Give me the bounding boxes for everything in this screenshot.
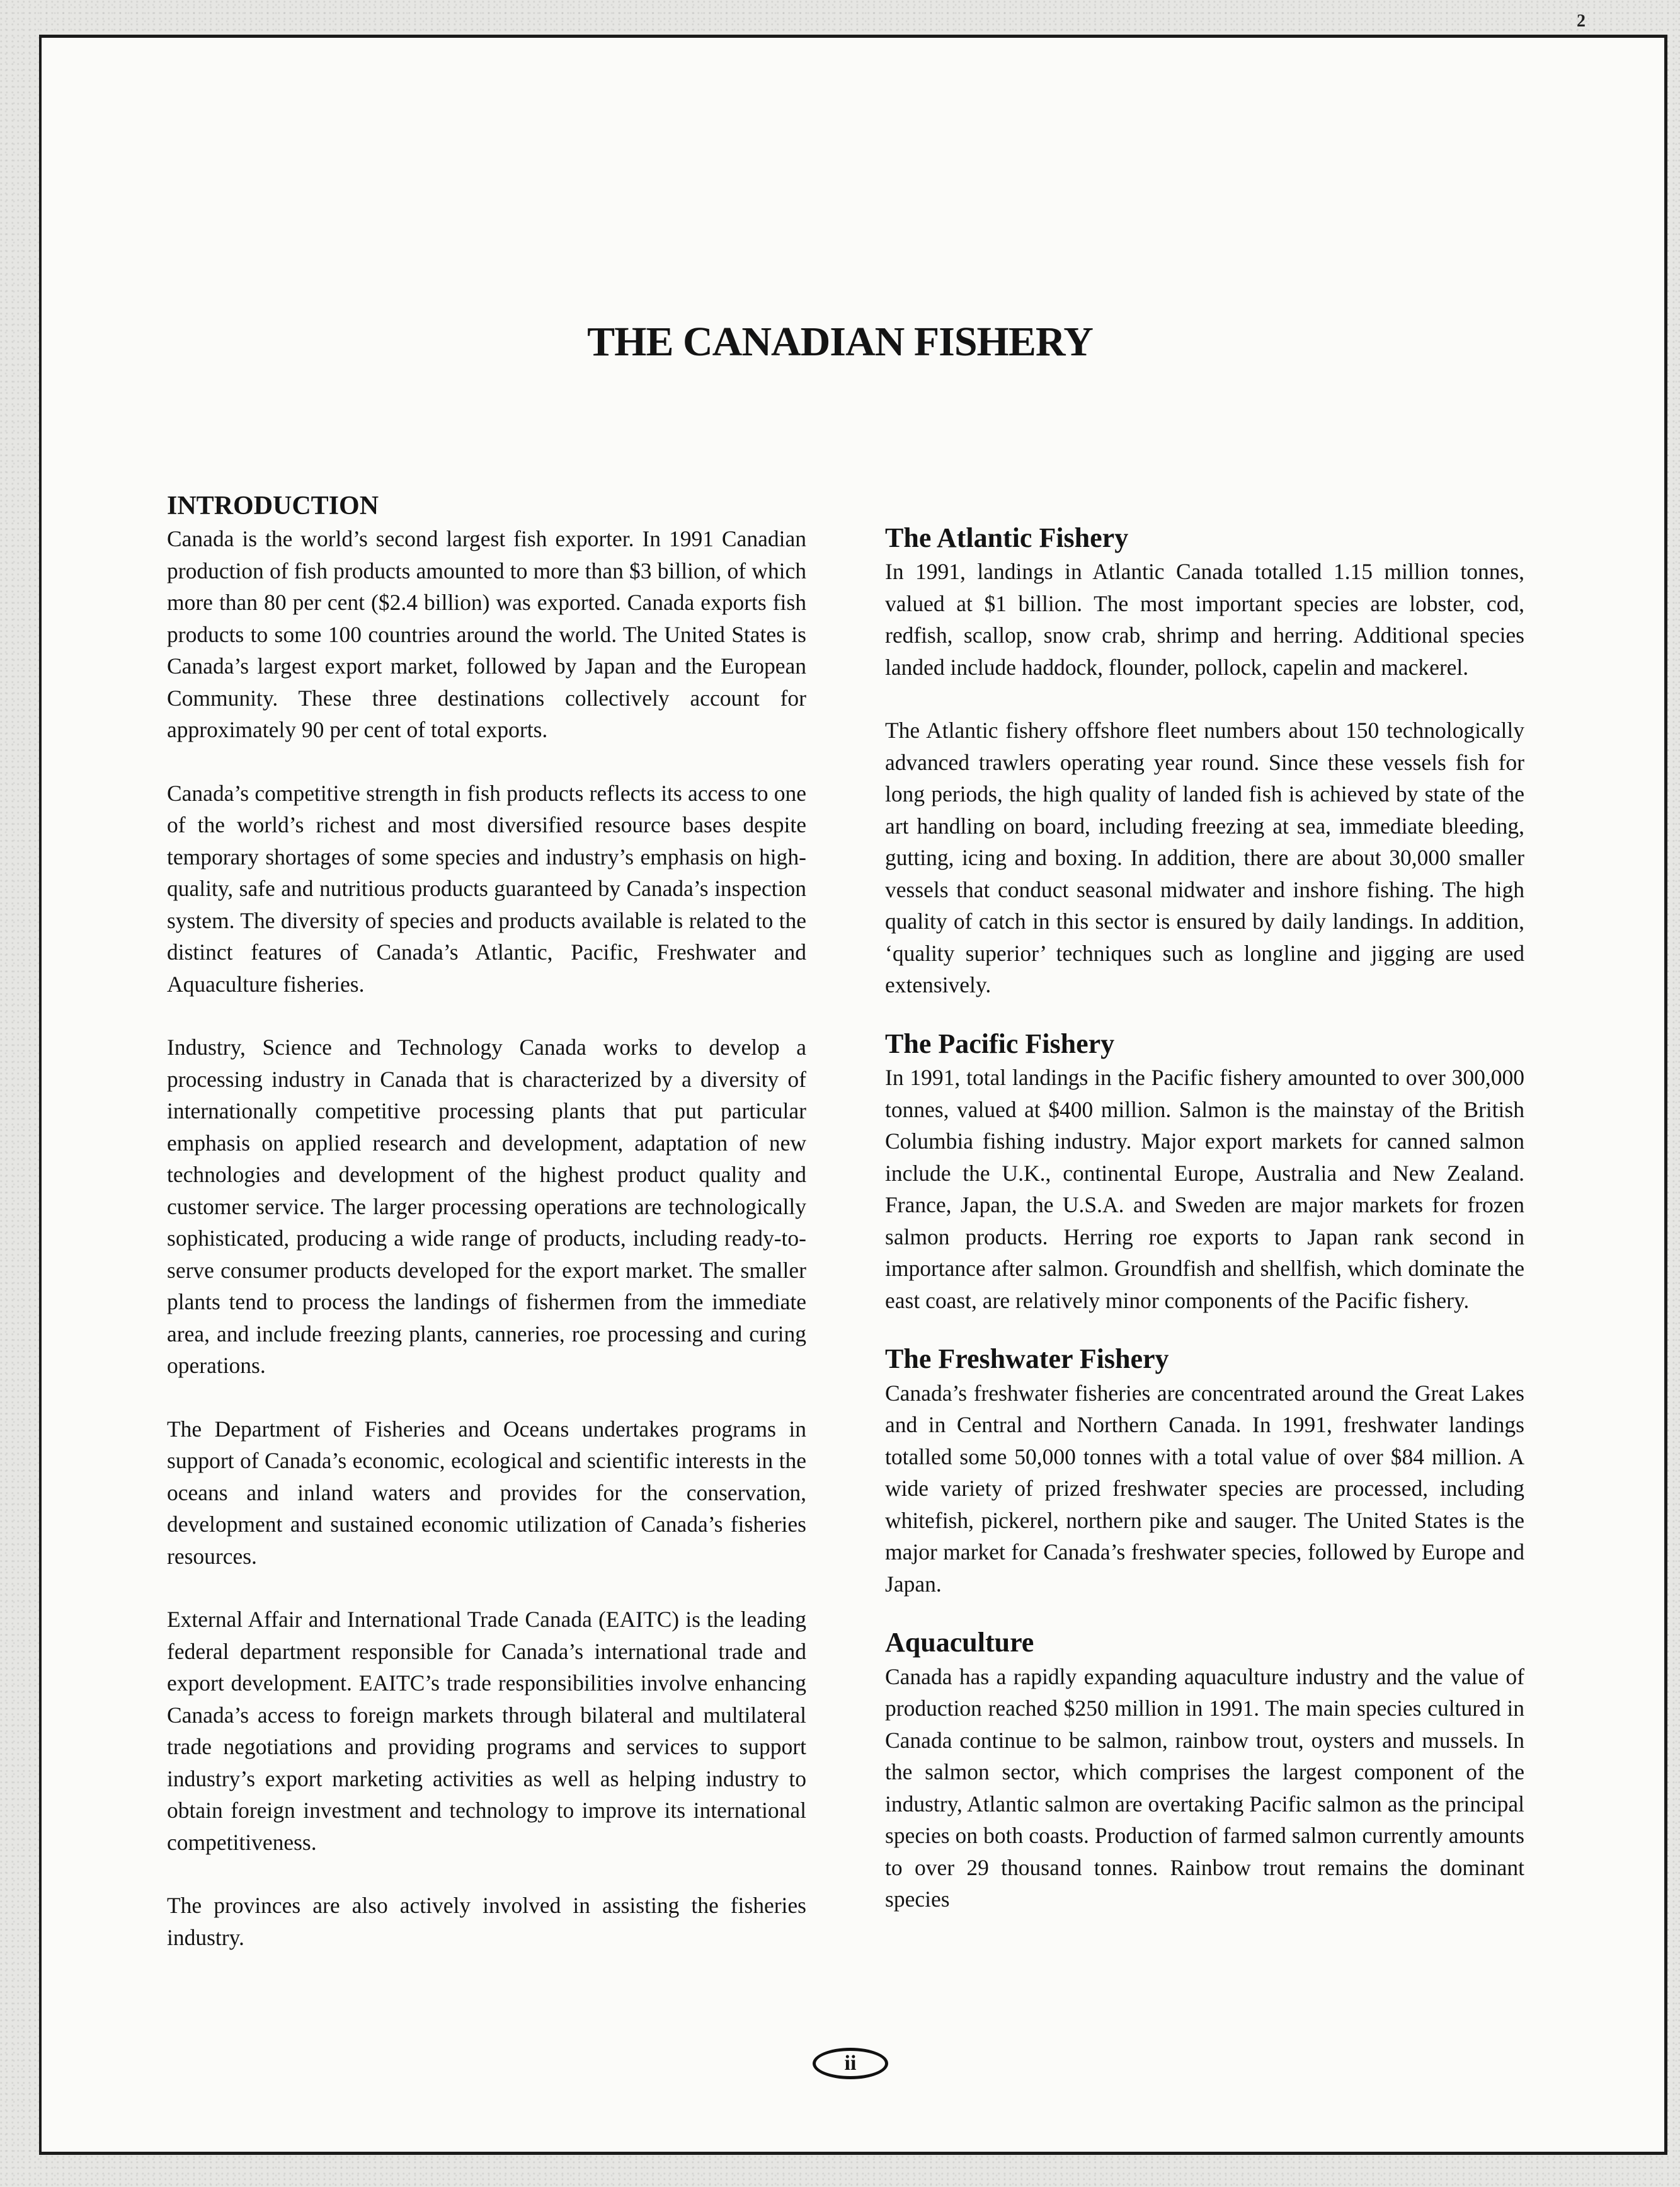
page-title: THE CANADIAN FISHERY: [587, 319, 1093, 365]
aquaculture-section: [885, 1627, 1524, 1915]
atlantic-heading: The Atlantic Fishery: [885, 522, 1129, 553]
corner-page-mark: 2: [1577, 11, 1586, 31]
pacific-section: [885, 1029, 1524, 1316]
intro-paragraph-4: The Department of Fisheries and Oceans undertakes programs in support of Canada’s economic, ecological and scientific interests in the oceans and inland waters and provides for the conservation, development and sustained economic utilization of Canada’s fisheries resources.: [167, 1416, 806, 1569]
atlantic-paragraph-1: In 1991, landings in Atlantic Canada totalled 1.15 million tonnes, valued at $1 billion. The most important species are lobster, cod, redfish, scallop, snow crab, shrimp and herring. Additional species landed include haddock, flounder, pollock, capelin and mackerel.: [885, 559, 1524, 680]
freshwater-section: [885, 1344, 1524, 1600]
introduction-heading: INTRODUCTION: [167, 491, 379, 520]
intro-paragraph-3: Industry, Science and Technology Canada works to develop a processing industry in Canada that is characterized by a diversity of internationally competitive processing plants that put particular emphasis on applied research and development, adaptation of new technologies and development of the highest product quality and customer service. The larger processing operations are technologically sophisticated, producing a wide range of products, including ready-to-serve consumer products developed for the export market. The smaller plants tend to process the landings of fishermen from the immediate area, and include freezing plants, canneries, roe processing and curing operations.: [167, 1035, 806, 1379]
pacific-heading: The Pacific Fishery: [885, 1028, 1115, 1059]
aquaculture-heading: Aquaculture: [885, 1627, 1034, 1658]
page-number: ii: [813, 2048, 888, 2079]
intro-paragraph-5: External Affair and International Trade Canada (EAITC) is the leading federal department responsible for Canada’s international trade and export development. EAITC’s trade responsibilities involve enhancing Canada’s access to foreign markets through bilateral and multilateral trade negotiations and providing programs and services to support industry’s export marketing activities as well as helping industry to obtain foreign investment and technology to improve its international competitiveness.: [167, 1607, 806, 1855]
atlantic-section: [885, 523, 1524, 1001]
atlantic-paragraph-2: The Atlantic fishery offshore fleet numbers about 150 technologically advanced trawlers operating year round. Since these vessels fish for long periods, the high quality of landed fish is achieved by state of the art handling on board, including freezing at sea, immediate bleeding, gutting, icing and boxing. In addition, there are about 30,000 smaller vessels that conduct seasonal midwater and inshore fishing. The high quality of catch in this sector is ensured by daily landings. In addition, ‘quality superior’ techniques such as longline and jigging are used extensively.: [885, 718, 1524, 998]
intro-paragraph-2: Canada’s competitive strength in fish products reflects its access to one of the world’s richest and most diversified resource bases despite temporary shortages of some species and industry’s emphasis on high-quality, safe and nutritious products guaranteed by Canada’s inspection system. The diversity of species and products available is related to the distinct features of Canada’s Atlantic, Pacific, Freshwater and Aquaculture fisheries.: [167, 780, 806, 997]
aquaculture-paragraph: Canada has a rapidly expanding aquaculture industry and the value of production reached $250 million in 1991. The main species cultured in Canada continue to be salmon, rainbow trout, oysters and mussels. In the salmon sector, which comprises the largest component of the industry, Atlantic salmon are overtaking Pacific salmon as the principal species on both coasts. Production of farmed salmon currently amounts to over 29 thousand tonnes. Rainbow trout remains the dominant species: [885, 1663, 1524, 1912]
left-column: [167, 491, 806, 1985]
freshwater-heading: The Freshwater Fishery: [885, 1343, 1169, 1375]
intro-paragraph-1: Canada is the world’s second largest fish exporter. In 1991 Canadian production of fish products amounted to more than $3 billion, of which more than 80 per cent ($2.4 billion) was exported. Canada exports fish products to some 100 countries around the world. The United States is Canada’s largest export market, followed by Japan and the European Community. These three destinations collectively account for approximately 90 per cent of total exports.: [167, 526, 806, 743]
freshwater-paragraph: Canada’s freshwater fisheries are concentrated around the Great Lakes and in Central and Northern Canada. In 1991, freshwater landings totalled some 50,000 tonnes with a total value of over $84 million. A wide variety of prized freshwater species are processed, including whitefish, pickerel, northern pike and sauger. The United States is the major market for Canada’s freshwater species, followed by Europe and Japan.: [885, 1380, 1524, 1597]
right-column: [885, 523, 1524, 1927]
pacific-paragraph: In 1991, total landings in the Pacific fishery amounted to over 300,000 tonnes, valued at $400 million. Salmon is the mainstay of the British Columbia fishing industry. Major export markets for canned salmon include the U.K., continental Europe, Australia and New Zealand. France, Japan, the U.S.A. and Sweden are major markets for frozen salmon products. Herring roe exports to Japan rank second in importance after salmon. Groundfish and shellfish, which dominate the east coast, are relatively minor components of the Pacific fishery.: [885, 1065, 1524, 1313]
intro-paragraph-6: The provinces are also actively involved in assisting the fisheries industry.: [167, 1893, 806, 1950]
